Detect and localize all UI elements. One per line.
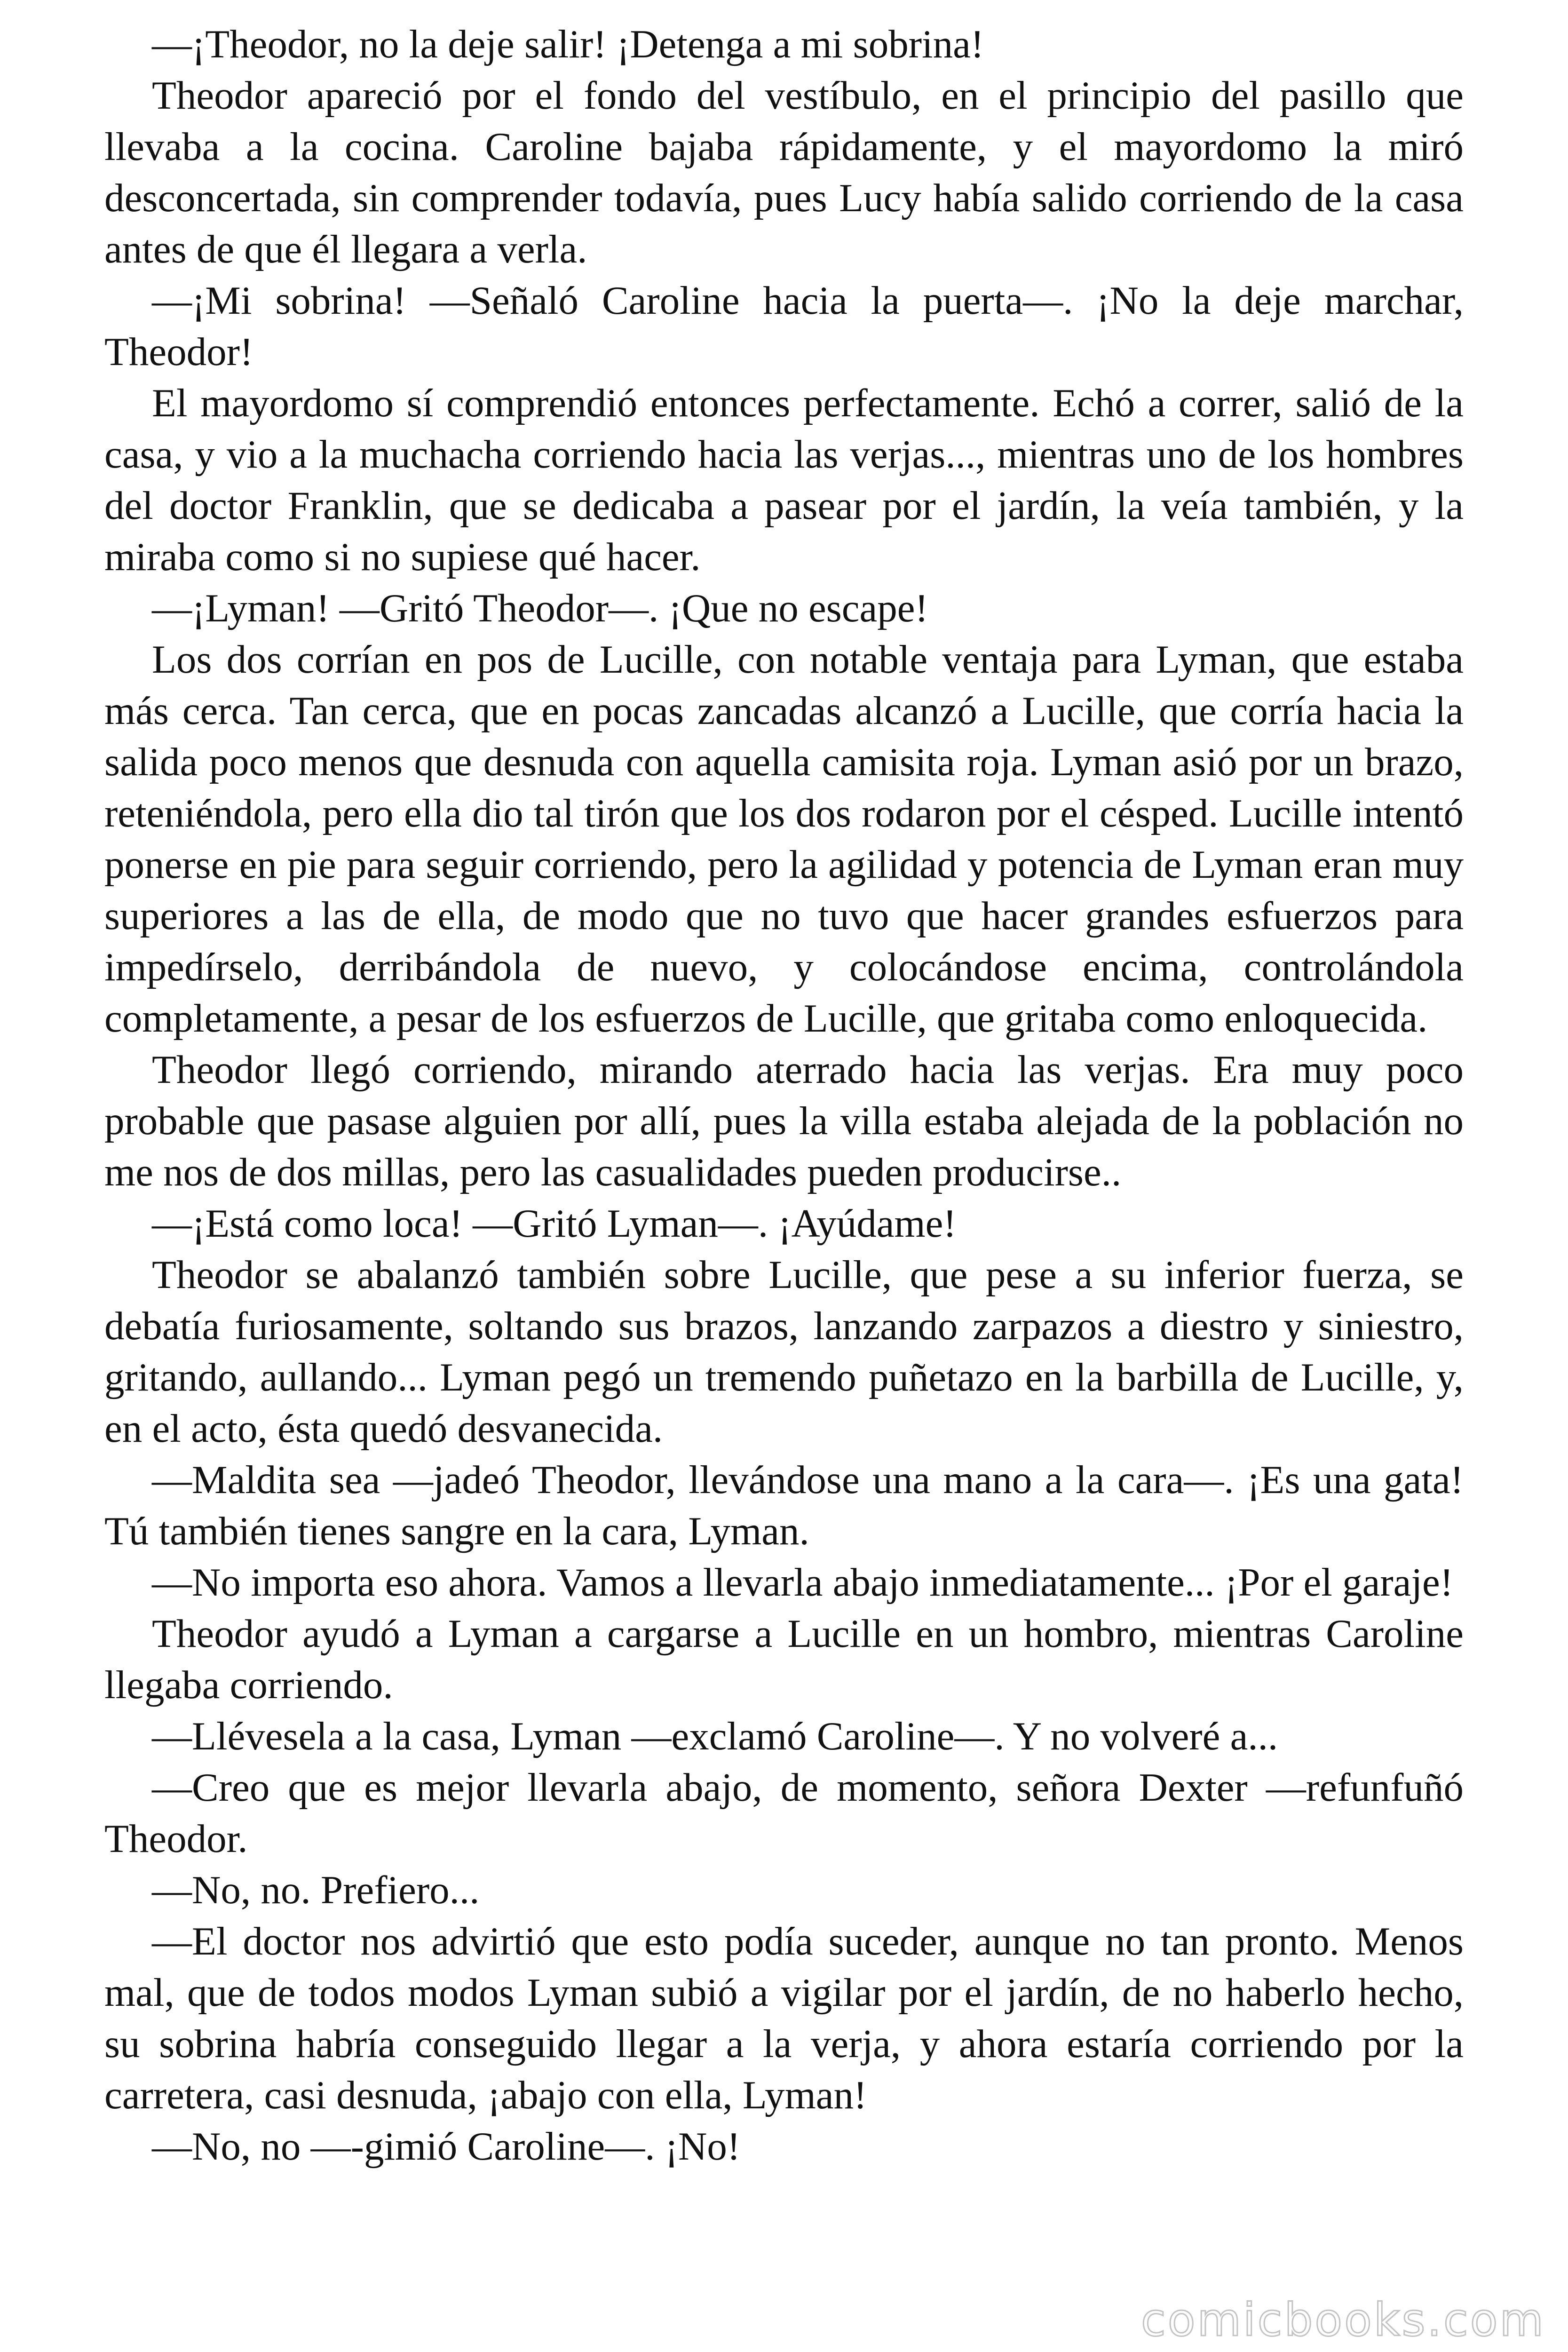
paragraph: —Maldita sea —jadeó Theodor, llevándose una mano a la cara—. ¡Es una gata! Tú también tienes sangre en la cara, Lyman.: [104, 1458, 1464, 1553]
paragraph: —¡Theodor, no la deje salir! ¡Detenga a mi sobrina!: [152, 22, 984, 66]
paragraph: —Creo que es mejor llevarla abajo, de momento, señora Dexter —refunfuñó Theodor.: [104, 1765, 1464, 1861]
paragraph: El mayordomo sí comprendió entonces perfectamente. Echó a correr, salió de la casa, y vio a la muchacha corriendo hacia las verjas..., mientras uno de los hombres del doctor Franklin, que se dedicaba a pasear por el jardín, la veía también, y la miraba como si no supiese qué hacer.: [104, 381, 1464, 579]
paragraph: Theodor apareció por el fondo del vestíbulo, en el principio del pasillo que llevaba a la cocina. Caroline bajaba rápidamente, y el mayordomo la miró desconcertada, sin comprender todavía, pues Lucy había salido corriendo de la casa antes de que él llegara a verla.: [104, 73, 1464, 271]
paragraph: —Llévesela a la casa, Lyman —exclamó Caroline—. Y no volveré a...: [152, 1714, 1278, 1758]
paragraph: —No, no —-gimió Caroline—. ¡No!: [152, 2124, 741, 2169]
paragraph: Theodor llegó corriendo, mirando aterrado hacia las verjas. Era muy poco probable que pasase alguien por allí, pues la villa estaba alejada de la población no me nos de dos millas, pero las casualidades pueden producirse..: [104, 1048, 1464, 1194]
paragraph: —¡Mi sobrina! —Señaló Caroline hacia la puerta—. ¡No la deje marchar, Theodor!: [104, 278, 1464, 374]
paragraph: —El doctor nos advirtió que esto podía suceder, aunque no tan pronto. Menos mal, que de todos modos Lyman subió a vigilar por el jardín, de no haberlo hecho, su sobrina habría conseguido llegar a la verja, y ahora estaría corriendo por la carretera, casi desnuda, ¡abajo con ella, Lyman!: [104, 1919, 1464, 2117]
paragraph: Theodor se abalanzó también sobre Lucille, que pese a su inferior fuerza, se debatía furiosamente, soltando sus brazos, lanzando zarpazos a diestro y siniestro, gritando, aullando... Lyman pegó un tremendo puñetazo en la barbilla de Lucille, y, en el acto, ésta quedó desvanecida.: [104, 1253, 1464, 1451]
paragraph: Los dos corrían en pos de Lucille, con notable ventaja para Lyman, que estaba más cerca. Tan cerca, que en pocas zancadas alcanzó a Lucille, que corría hacia la salida poco menos que desnuda con aquella camisita roja. Lyman asió por un brazo, reteniéndola, pero ella dio tal tirón que los dos rodaron por el césped. Lucille intentó ponerse en pie para seguir corriendo, pero la agilidad y potencia de Lyman eran muy superiores a las de ella, de modo que no tuvo que hacer grandes esfuerzos para impedírselo, derribándola de nuevo, y colocándose encima, controlándola completamente, a pesar de los esfuerzos de Lucille, que gritaba como enloquecida.: [104, 637, 1464, 1041]
watermark: comicbooks.com: [1140, 2294, 1545, 2346]
paragraph: —¡Lyman! —Gritó Theodor—. ¡Que no escape!: [152, 586, 928, 630]
paragraph: —¡Está como loca! —Gritó Lyman—. ¡Ayúdame!: [152, 1201, 957, 1246]
document-page: [104, 19, 1464, 2172]
paragraph: —No, no. Prefiero...: [152, 1868, 480, 1912]
paragraph: —No importa eso ahora. Vamos a llevarla abajo inmediatamente... ¡Por el garaje!: [152, 1560, 1454, 1605]
paragraph: Theodor ayudó a Lyman a cargarse a Lucille en un hombro, mientras Caroline llegaba corriendo.: [104, 1612, 1464, 1707]
